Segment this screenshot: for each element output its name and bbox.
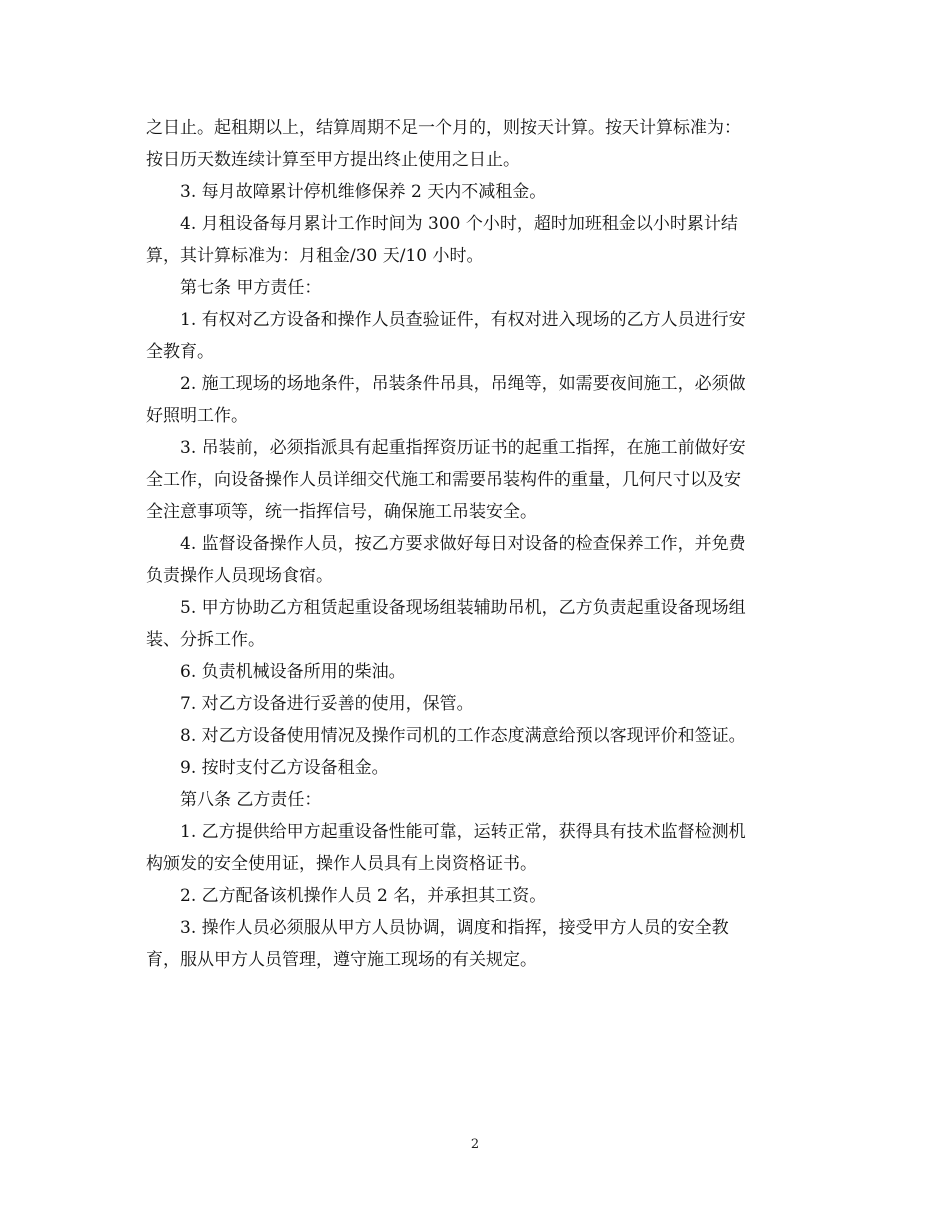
text-line: 6. 负责机械设备所用的柴油。 <box>180 662 406 682</box>
text-line: 育，服从甲方人员管理，遵守施工现场的有关规定。 <box>146 950 537 970</box>
text-line: 8. 对乙方设备使用情况及操作司机的工作态度满意给预以客现评价和签证。 <box>180 726 746 746</box>
text-line: 3. 每月故障累计停机维修保养 2 天内不减租金。 <box>180 182 547 202</box>
text-line: 全教育。 <box>146 342 214 362</box>
paragraph <box>146 816 806 880</box>
text-line: 负责操作人员现场食宿。 <box>146 566 333 586</box>
text-line: 3. 操作人员必须服从甲方人员协调，调度和指挥，接受甲方人员的安全教 <box>180 918 729 938</box>
paragraph <box>146 528 806 592</box>
text-line: 2. 施工现场的场地条件，吊装条件吊具，吊绳等，如需要夜间施工，必须做 <box>180 374 746 394</box>
paragraph <box>146 432 806 528</box>
text-line: 算，其计算标准为：月租金/30 天/10 小时。 <box>146 246 484 266</box>
text-line: 按日历天数连续计算至甲方提出终止使用之日止。 <box>146 150 520 170</box>
document-body <box>146 112 806 976</box>
text-line: 之日止。起租期以上，结算周期不足一个月的，则按天计算。按天计算标准为： <box>146 118 741 138</box>
paragraph <box>146 784 806 816</box>
page-number: 2 <box>470 1137 480 1152</box>
text-line: 9. 按时支付乙方设备租金。 <box>180 758 389 778</box>
paragraph <box>146 304 806 368</box>
paragraph <box>146 880 806 912</box>
text-line: 全工作，向设备操作人员详细交代施工和需要吊装构件的重量，几何尺寸以及安 <box>146 470 741 490</box>
paragraph <box>146 176 806 208</box>
text-line: 装、分拆工作。 <box>146 630 265 650</box>
paragraph <box>146 112 806 176</box>
text-line: 第七条 甲方责任： <box>180 278 322 298</box>
paragraph <box>146 272 806 304</box>
text-line: 3. 吊装前，必须指派具有起重指挥资历证书的起重工指挥，在施工前做好安 <box>180 438 746 458</box>
paragraph <box>146 688 806 720</box>
text-line: 1. 有权对乙方设备和操作人员查验证件，有权对进入现场的乙方人员进行安 <box>180 310 746 330</box>
text-line: 构颁发的安全使用证，操作人员具有上岗资格证书。 <box>146 854 537 874</box>
paragraph <box>146 208 806 272</box>
text-line: 4. 月租设备每月累计工作时间为 300 个小时，超时加班租金以小时累计结 <box>180 214 738 234</box>
paragraph <box>146 912 806 976</box>
text-line: 7. 对乙方设备进行妥善的使用，保管。 <box>180 694 474 714</box>
paragraph <box>146 656 806 688</box>
text-line: 全注意事项等，统一指挥信号，确保施工吊装安全。 <box>146 502 537 522</box>
text-line: 1. 乙方提供给甲方起重设备性能可靠，运转正常，获得具有技术监督检测机 <box>180 822 746 842</box>
paragraph <box>146 752 806 784</box>
paragraph <box>146 592 806 656</box>
text-line: 5. 甲方协助乙方租赁起重设备现场组装辅助吊机，乙方负责起重设备现场组 <box>180 598 746 618</box>
text-line: 4. 监督设备操作人员，按乙方要求做好每日对设备的检查保养工作，并免费 <box>180 534 746 554</box>
paragraph <box>146 720 806 752</box>
text-line: 第八条 乙方责任： <box>180 790 322 810</box>
text-line: 2. 乙方配备该机操作人员 2 名，并承担其工资。 <box>180 886 547 906</box>
paragraph <box>146 368 806 432</box>
text-line: 好照明工作。 <box>146 406 248 426</box>
